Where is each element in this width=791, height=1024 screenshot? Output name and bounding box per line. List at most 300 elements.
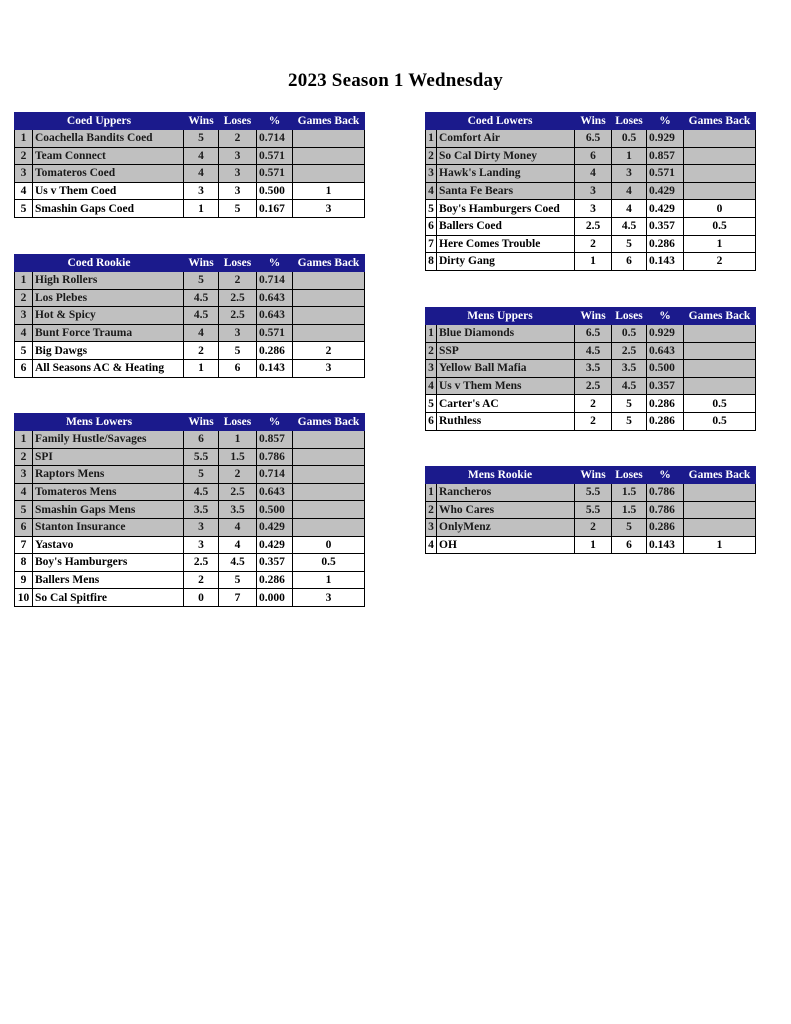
wins-cell: 2.5 xyxy=(184,554,219,572)
standings-row xyxy=(426,377,756,395)
games-back-cell xyxy=(293,448,365,466)
wins-cell: 4 xyxy=(184,165,219,183)
loses-cell: 2 xyxy=(219,466,257,484)
rank-cell: 8 xyxy=(426,253,437,271)
coed-rookie-table xyxy=(14,254,365,378)
standings-row xyxy=(15,200,365,218)
team-name-cell: Here Comes Trouble xyxy=(437,235,575,253)
wins-header: Wins xyxy=(575,308,612,325)
standings-row xyxy=(15,289,365,307)
loses-cell: 1 xyxy=(219,431,257,449)
pct-header: % xyxy=(647,467,684,484)
games-back-cell xyxy=(684,519,756,537)
pct-cell: 0.357 xyxy=(647,217,684,235)
team-name-cell: Los Plebes xyxy=(33,289,184,307)
wins-cell: 4.5 xyxy=(184,307,219,325)
loses-header: Loses xyxy=(612,113,647,130)
rank-cell: 4 xyxy=(426,377,437,395)
wins-cell: 1 xyxy=(575,253,612,271)
standings-row xyxy=(15,342,365,360)
rank-cell: 5 xyxy=(15,501,33,519)
standings-row xyxy=(426,217,756,235)
team-name-cell: Who Cares xyxy=(437,501,575,519)
rank-cell: 3 xyxy=(15,165,33,183)
loses-cell: 6 xyxy=(219,359,257,377)
wins-header: Wins xyxy=(575,467,612,484)
wins-cell: 1 xyxy=(575,536,612,554)
team-name-cell: OH xyxy=(437,536,575,554)
standings-row xyxy=(15,431,365,449)
division-name-header: Coed Lowers xyxy=(426,113,575,130)
rank-cell: 1 xyxy=(426,325,437,343)
pct-cell: 0.143 xyxy=(647,253,684,271)
team-name-cell: Carter's AC xyxy=(437,395,575,413)
rank-cell: 3 xyxy=(426,519,437,537)
rank-cell: 3 xyxy=(426,165,437,183)
team-name-cell: Ballers Coed xyxy=(437,217,575,235)
loses-cell: 5 xyxy=(612,395,647,413)
games-back-cell: 3 xyxy=(293,359,365,377)
wins-cell: 3 xyxy=(184,518,219,536)
standings-row xyxy=(426,253,756,271)
loses-cell: 4.5 xyxy=(612,377,647,395)
loses-cell: 5 xyxy=(219,342,257,360)
wins-cell: 4 xyxy=(575,165,612,183)
division-name-header: Mens Rookie xyxy=(426,467,575,484)
rank-cell: 4 xyxy=(426,182,437,200)
pct-cell: 0.571 xyxy=(257,165,293,183)
games-back-header: Games Back xyxy=(293,255,365,272)
team-name-cell: Stanton Insurance xyxy=(33,518,184,536)
rank-cell: 2 xyxy=(15,147,33,165)
pct-cell: 0.167 xyxy=(257,200,293,218)
loses-cell: 1 xyxy=(612,147,647,165)
standings-row xyxy=(15,501,365,519)
team-name-cell: Boy's Hamburgers xyxy=(33,554,184,572)
standings-row xyxy=(15,324,365,342)
loses-cell: 0.5 xyxy=(612,130,647,148)
team-name-cell: OnlyMenz xyxy=(437,519,575,537)
division-name-header: Mens Uppers xyxy=(426,308,575,325)
team-name-cell: Santa Fe Bears xyxy=(437,182,575,200)
page-title: 2023 Season 1 Wednesday xyxy=(288,70,503,91)
wins-cell: 4 xyxy=(184,324,219,342)
wins-header: Wins xyxy=(184,255,219,272)
wins-cell: 2 xyxy=(575,519,612,537)
loses-cell: 3 xyxy=(612,165,647,183)
games-back-cell xyxy=(293,466,365,484)
header-row xyxy=(426,308,756,325)
games-back-cell xyxy=(684,147,756,165)
standings-row xyxy=(426,519,756,537)
standings-row xyxy=(15,466,365,484)
pct-cell: 0.643 xyxy=(257,307,293,325)
mens-uppers-table xyxy=(425,307,756,431)
games-back-cell: 2 xyxy=(293,342,365,360)
standings-row xyxy=(426,235,756,253)
team-name-cell: Dirty Gang xyxy=(437,253,575,271)
loses-cell: 3.5 xyxy=(612,360,647,378)
wins-cell: 1 xyxy=(184,359,219,377)
rank-cell: 9 xyxy=(15,571,33,589)
team-name-cell: Hot & Spicy xyxy=(33,307,184,325)
wins-cell: 5.5 xyxy=(575,484,612,502)
standings-row xyxy=(15,589,365,607)
loses-header: Loses xyxy=(612,467,647,484)
standings-row xyxy=(15,182,365,200)
team-name-cell: Blue Diamonds xyxy=(437,325,575,343)
division-name-header: Mens Lowers xyxy=(15,414,184,431)
team-name-cell: Raptors Mens xyxy=(33,466,184,484)
rank-cell: 2 xyxy=(15,448,33,466)
games-back-cell xyxy=(684,342,756,360)
rank-cell: 2 xyxy=(426,501,437,519)
wins-cell: 3.5 xyxy=(184,501,219,519)
loses-cell: 4.5 xyxy=(612,217,647,235)
team-name-cell: SPI xyxy=(33,448,184,466)
header-row xyxy=(15,255,365,272)
team-name-cell: Yellow Ball Mafia xyxy=(437,360,575,378)
loses-cell: 2.5 xyxy=(612,342,647,360)
rank-cell: 3 xyxy=(426,360,437,378)
wins-cell: 5.5 xyxy=(575,501,612,519)
pct-cell: 0.286 xyxy=(647,412,684,430)
standings-row xyxy=(426,325,756,343)
loses-cell: 4.5 xyxy=(219,554,257,572)
team-name-cell: Tomateros Mens xyxy=(33,483,184,501)
mens-lowers-table xyxy=(14,413,365,607)
pct-cell: 0.571 xyxy=(257,324,293,342)
team-name-cell: Rancheros xyxy=(437,484,575,502)
games-back-header: Games Back xyxy=(684,113,756,130)
loses-cell: 4 xyxy=(219,518,257,536)
pct-cell: 0.357 xyxy=(647,377,684,395)
games-back-cell xyxy=(293,130,365,148)
wins-cell: 5.5 xyxy=(184,448,219,466)
loses-cell: 3 xyxy=(219,147,257,165)
pct-cell: 0.143 xyxy=(257,359,293,377)
standings-row xyxy=(15,359,365,377)
rank-cell: 6 xyxy=(426,217,437,235)
pct-cell: 0.643 xyxy=(257,289,293,307)
rank-cell: 5 xyxy=(426,395,437,413)
games-back-cell xyxy=(684,360,756,378)
loses-cell: 2.5 xyxy=(219,307,257,325)
games-back-cell xyxy=(684,325,756,343)
wins-cell: 4.5 xyxy=(575,342,612,360)
pct-cell: 0.643 xyxy=(647,342,684,360)
team-name-cell: High Rollers xyxy=(33,272,184,290)
team-name-cell: So Cal Spitfire xyxy=(33,589,184,607)
loses-cell: 2 xyxy=(219,272,257,290)
games-back-cell: 1 xyxy=(293,182,365,200)
header-row xyxy=(426,113,756,130)
loses-cell: 6 xyxy=(612,536,647,554)
games-back-cell: 0.5 xyxy=(293,554,365,572)
team-name-cell: Tomateros Coed xyxy=(33,165,184,183)
wins-cell: 1 xyxy=(184,200,219,218)
pct-cell: 0.500 xyxy=(647,360,684,378)
team-name-cell: Us v Them Coed xyxy=(33,182,184,200)
games-back-cell xyxy=(293,165,365,183)
rank-cell: 2 xyxy=(426,147,437,165)
wins-cell: 2 xyxy=(184,571,219,589)
rank-cell: 7 xyxy=(426,235,437,253)
pct-header: % xyxy=(257,414,293,431)
standings-row xyxy=(15,448,365,466)
standings-row xyxy=(426,147,756,165)
standings-row xyxy=(426,182,756,200)
rank-cell: 4 xyxy=(15,483,33,501)
header-row xyxy=(426,467,756,484)
games-back-cell xyxy=(293,272,365,290)
loses-cell: 2 xyxy=(219,130,257,148)
standings-row xyxy=(426,342,756,360)
wins-cell: 2 xyxy=(184,342,219,360)
pct-cell: 0.643 xyxy=(257,483,293,501)
team-name-cell: Smashin Gaps Coed xyxy=(33,200,184,218)
standings-row xyxy=(426,536,756,554)
games-back-cell: 1 xyxy=(684,536,756,554)
pct-cell: 0.286 xyxy=(647,235,684,253)
pct-cell: 0.571 xyxy=(257,147,293,165)
games-back-header: Games Back xyxy=(684,467,756,484)
standings-row xyxy=(426,165,756,183)
games-back-cell: 0 xyxy=(293,536,365,554)
standings-row xyxy=(426,395,756,413)
wins-cell: 2 xyxy=(575,395,612,413)
loses-header: Loses xyxy=(219,414,257,431)
games-back-cell xyxy=(684,501,756,519)
games-back-cell xyxy=(293,307,365,325)
standings-row xyxy=(426,501,756,519)
games-back-cell xyxy=(293,483,365,501)
rank-cell: 5 xyxy=(15,200,33,218)
pct-header: % xyxy=(257,255,293,272)
rank-cell: 6 xyxy=(426,412,437,430)
games-back-cell xyxy=(684,484,756,502)
wins-cell: 4.5 xyxy=(184,483,219,501)
rank-cell: 1 xyxy=(426,484,437,502)
standings-row xyxy=(15,130,365,148)
team-name-cell: Team Connect xyxy=(33,147,184,165)
wins-cell: 3 xyxy=(575,200,612,218)
loses-cell: 4 xyxy=(219,536,257,554)
rank-cell: 1 xyxy=(15,272,33,290)
wins-header: Wins xyxy=(184,414,219,431)
loses-cell: 3 xyxy=(219,165,257,183)
games-back-cell xyxy=(684,165,756,183)
rank-cell: 10 xyxy=(15,589,33,607)
loses-header: Loses xyxy=(219,113,257,130)
wins-cell: 4.5 xyxy=(184,289,219,307)
rank-cell: 8 xyxy=(15,554,33,572)
loses-cell: 5 xyxy=(219,200,257,218)
standings-row xyxy=(15,518,365,536)
pct-header: % xyxy=(647,113,684,130)
loses-cell: 1.5 xyxy=(612,501,647,519)
rank-cell: 7 xyxy=(15,536,33,554)
rank-cell: 4 xyxy=(426,536,437,554)
pct-cell: 0.429 xyxy=(647,200,684,218)
loses-header: Loses xyxy=(219,255,257,272)
games-back-cell xyxy=(684,130,756,148)
loses-cell: 2.5 xyxy=(219,289,257,307)
loses-cell: 6 xyxy=(612,253,647,271)
loses-cell: 5 xyxy=(219,571,257,589)
team-name-cell: So Cal Dirty Money xyxy=(437,147,575,165)
wins-cell: 5 xyxy=(184,466,219,484)
loses-cell: 5 xyxy=(612,412,647,430)
games-back-cell: 0.5 xyxy=(684,217,756,235)
wins-cell: 5 xyxy=(184,130,219,148)
rank-cell: 1 xyxy=(426,130,437,148)
rank-cell: 6 xyxy=(15,359,33,377)
mens-rookie-table xyxy=(425,466,756,554)
pct-cell: 0.500 xyxy=(257,182,293,200)
games-back-cell: 0.5 xyxy=(684,395,756,413)
coed-lowers-table xyxy=(425,112,756,271)
standings-row xyxy=(426,200,756,218)
wins-cell: 6.5 xyxy=(575,130,612,148)
pct-cell: 0.286 xyxy=(647,519,684,537)
wins-header: Wins xyxy=(575,113,612,130)
pct-cell: 0.286 xyxy=(647,395,684,413)
pct-cell: 0.714 xyxy=(257,466,293,484)
pct-cell: 0.714 xyxy=(257,130,293,148)
standings-row xyxy=(15,147,365,165)
games-back-cell: 2 xyxy=(684,253,756,271)
team-name-cell: Smashin Gaps Mens xyxy=(33,501,184,519)
standings-row xyxy=(426,412,756,430)
wins-cell: 5 xyxy=(184,272,219,290)
games-back-cell xyxy=(293,147,365,165)
games-back-header: Games Back xyxy=(293,113,365,130)
loses-cell: 3 xyxy=(219,182,257,200)
team-name-cell: Family Hustle/Savages xyxy=(33,431,184,449)
pct-cell: 0.143 xyxy=(647,536,684,554)
team-name-cell: Hawk's Landing xyxy=(437,165,575,183)
pct-cell: 0.857 xyxy=(647,147,684,165)
team-name-cell: Comfort Air xyxy=(437,130,575,148)
pct-cell: 0.000 xyxy=(257,589,293,607)
pct-cell: 0.929 xyxy=(647,325,684,343)
rank-cell: 3 xyxy=(15,307,33,325)
wins-cell: 2.5 xyxy=(575,377,612,395)
standings-row xyxy=(15,165,365,183)
pct-cell: 0.929 xyxy=(647,130,684,148)
rank-cell: 1 xyxy=(15,431,33,449)
pct-cell: 0.357 xyxy=(257,554,293,572)
loses-cell: 4 xyxy=(612,182,647,200)
games-back-cell xyxy=(684,377,756,395)
games-back-cell: 0 xyxy=(684,200,756,218)
games-back-cell xyxy=(293,518,365,536)
games-back-cell xyxy=(293,324,365,342)
pct-cell: 0.786 xyxy=(647,484,684,502)
standings-row xyxy=(15,554,365,572)
team-name-cell: Bunt Force Trauma xyxy=(33,324,184,342)
pct-cell: 0.429 xyxy=(647,182,684,200)
header-row xyxy=(15,113,365,130)
games-back-cell: 0.5 xyxy=(684,412,756,430)
pct-cell: 0.429 xyxy=(257,518,293,536)
standings-row xyxy=(15,307,365,325)
rank-cell: 6 xyxy=(15,518,33,536)
games-back-cell: 3 xyxy=(293,589,365,607)
team-name-cell: All Seasons AC & Heating xyxy=(33,359,184,377)
standings-row xyxy=(15,571,365,589)
rank-cell: 5 xyxy=(426,200,437,218)
loses-cell: 5 xyxy=(612,519,647,537)
team-name-cell: Coachella Bandits Coed xyxy=(33,130,184,148)
pct-cell: 0.714 xyxy=(257,272,293,290)
loses-cell: 7 xyxy=(219,589,257,607)
loses-cell: 4 xyxy=(612,200,647,218)
wins-cell: 2 xyxy=(575,412,612,430)
standings-row xyxy=(15,483,365,501)
loses-cell: 3 xyxy=(219,324,257,342)
team-name-cell: SSP xyxy=(437,342,575,360)
wins-cell: 6.5 xyxy=(575,325,612,343)
team-name-cell: Ballers Mens xyxy=(33,571,184,589)
wins-cell: 4 xyxy=(184,147,219,165)
games-back-cell: 3 xyxy=(293,200,365,218)
pct-cell: 0.786 xyxy=(257,448,293,466)
standings-row xyxy=(426,484,756,502)
wins-cell: 0 xyxy=(184,589,219,607)
rank-cell: 4 xyxy=(15,324,33,342)
rank-cell: 4 xyxy=(15,182,33,200)
header-row xyxy=(15,414,365,431)
wins-cell: 3 xyxy=(184,536,219,554)
standings-row xyxy=(426,360,756,378)
pct-cell: 0.286 xyxy=(257,342,293,360)
games-back-cell: 1 xyxy=(293,571,365,589)
games-back-cell xyxy=(293,501,365,519)
pct-cell: 0.786 xyxy=(647,501,684,519)
wins-cell: 3 xyxy=(184,182,219,200)
pct-cell: 0.857 xyxy=(257,431,293,449)
games-back-cell: 1 xyxy=(684,235,756,253)
loses-cell: 1.5 xyxy=(612,484,647,502)
standings-row xyxy=(15,536,365,554)
pct-cell: 0.571 xyxy=(647,165,684,183)
pct-cell: 0.286 xyxy=(257,571,293,589)
team-name-cell: Ruthless xyxy=(437,412,575,430)
wins-cell: 6 xyxy=(184,431,219,449)
pct-header: % xyxy=(647,308,684,325)
games-back-header: Games Back xyxy=(293,414,365,431)
wins-cell: 3 xyxy=(575,182,612,200)
team-name-cell: Big Dawgs xyxy=(33,342,184,360)
games-back-header: Games Back xyxy=(684,308,756,325)
wins-cell: 2.5 xyxy=(575,217,612,235)
loses-cell: 5 xyxy=(612,235,647,253)
pct-cell: 0.429 xyxy=(257,536,293,554)
rank-cell: 3 xyxy=(15,466,33,484)
division-name-header: Coed Uppers xyxy=(15,113,184,130)
standings-row xyxy=(426,130,756,148)
coed-uppers-table xyxy=(14,112,365,218)
rank-cell: 5 xyxy=(15,342,33,360)
wins-cell: 6 xyxy=(575,147,612,165)
team-name-cell: Boy's Hamburgers Coed xyxy=(437,200,575,218)
rank-cell: 1 xyxy=(15,130,33,148)
loses-cell: 0.5 xyxy=(612,325,647,343)
games-back-cell xyxy=(293,289,365,307)
games-back-cell xyxy=(684,182,756,200)
